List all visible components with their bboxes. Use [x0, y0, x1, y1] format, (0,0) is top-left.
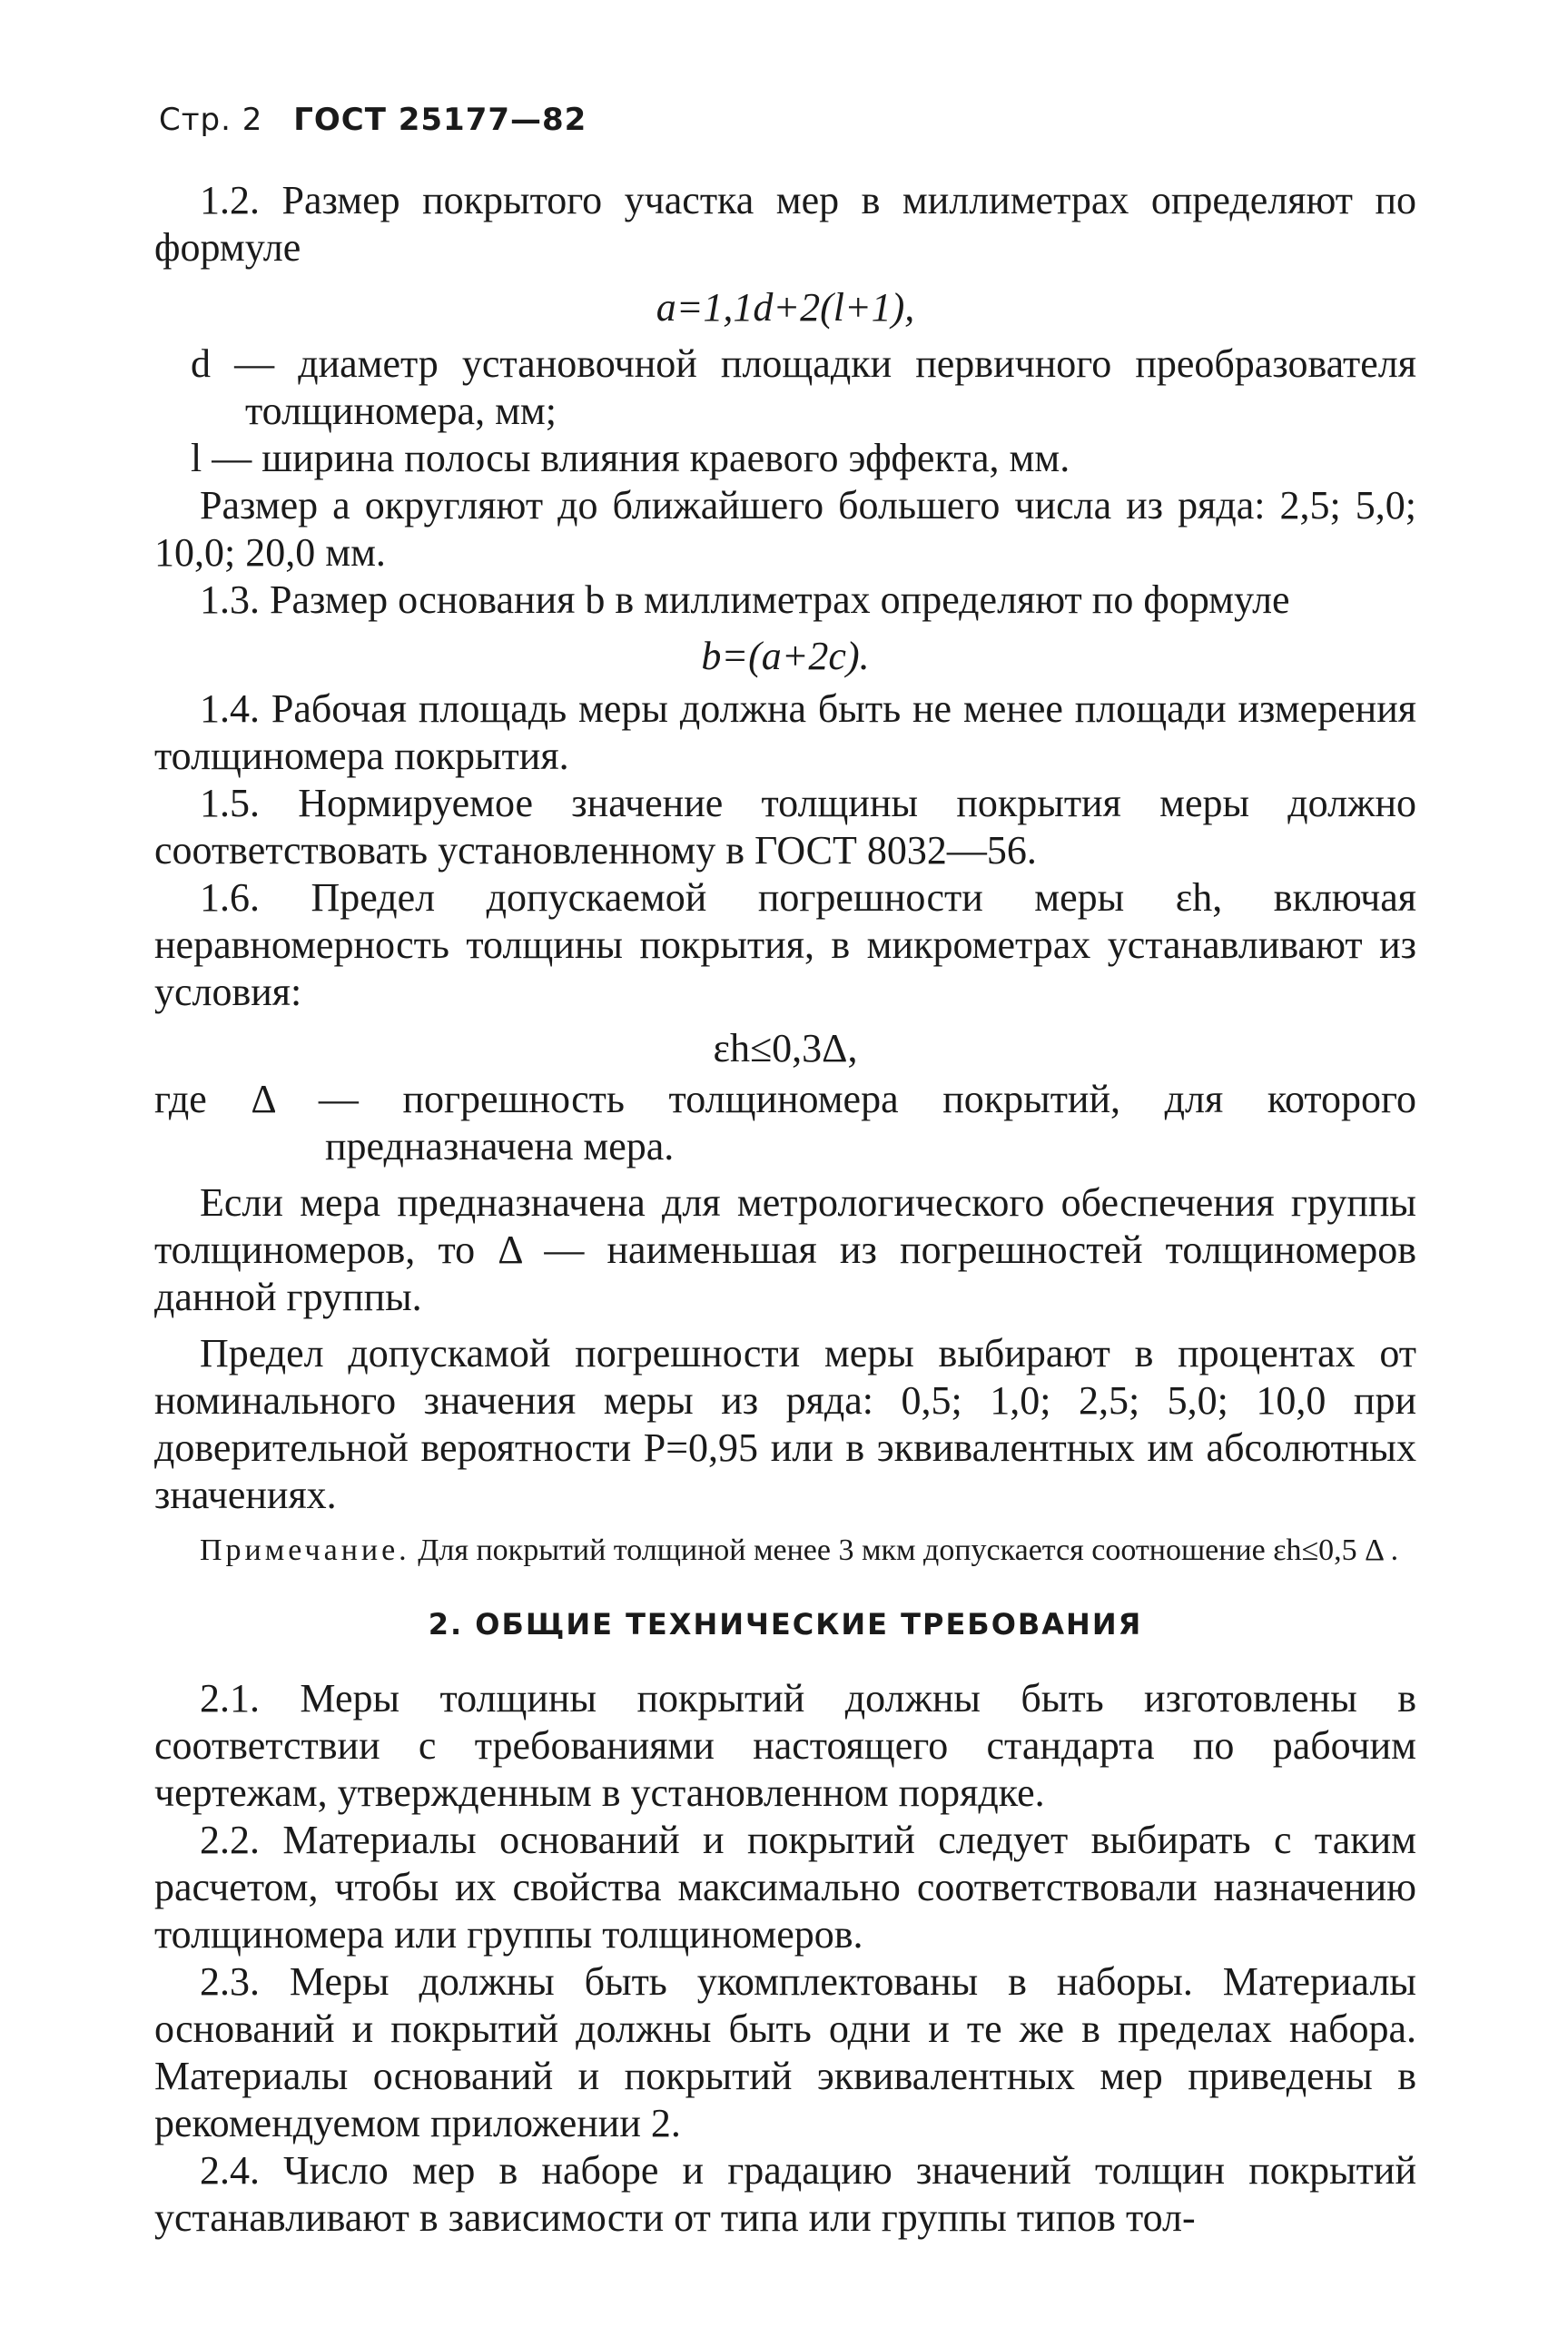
document-body: [154, 177, 1416, 2242]
note: [154, 1532, 1416, 1570]
standard-code: ГОСТ 25177—82: [293, 102, 587, 138]
clause-1-3: 1.3. Размер основания b в миллиметрах определяют по формуле: [200, 577, 1290, 622]
section-2-title: 2. ОБЩИЕ ТЕХНИЧЕСКИЕ ТРЕБОВАНИЯ: [428, 1607, 1143, 1642]
clause-2-3: 2.3. Меры должны быть укомплектованы в наборы. Материалы оснований и покрытий должны быть одни и те же в пределах набора. Материалы оснований и покрытий эквивалентных мер приведены в рекомендуемом приложении 2.: [154, 1959, 1416, 2145]
clause-2-2: 2.2. Материалы оснований и покрытий следует выбирать с таким расчетом, чтобы их свойства максимально соответствовали назначению толщиномера или группы толщиномеров.: [154, 1818, 1416, 1957]
formula-a: a=1,1d+2(l+1),: [656, 285, 915, 330]
clause-1-5: 1.5. Нормируемое значение толщины покрытия меры должно соответствовать установленному в ГОСТ 8032—56.: [154, 781, 1416, 873]
clause-2-1: 2.1. Меры толщины покрытий должны быть изготовлены в соответствии с требованиями настоящего стандарта по рабочим чертежам, утвержденным в установленном порядке.: [154, 1676, 1416, 1815]
page-header: [159, 102, 587, 138]
clause-1-4: 1.4. Рабочая площадь меры должна быть не менее площади измерения толщиномера покрытия.: [154, 686, 1416, 778]
definition-d: d — диаметр установочной площадки первичного преобразователя толщиномера, мм;: [191, 341, 1416, 433]
formula-epsilon: εh≤0,3Δ,: [713, 1026, 858, 1070]
definition-delta: где Δ — погрешность толщиномера покрытий, для которого предназначена мера.: [154, 1077, 1416, 1168]
rounding-paragraph: Размер a округляют до ближайшего большего числа из ряда: 2,5; 5,0; 10,0; 20,0 мм.: [154, 483, 1416, 575]
clause-2-4: 2.4. Число мер в наборе и градацию значений толщин покрытий устанавливают в зависимости от типа или группы типов тол-: [154, 2148, 1416, 2240]
definition-l: l — ширина полосы влияния краевого эффекта, мм.: [191, 436, 1070, 480]
note-label: Примечание.: [200, 1533, 410, 1567]
note-text: Для покрытий толщиной менее 3 мкм допускается соотношение εh≤0,5 Δ .: [418, 1533, 1399, 1567]
formula-b: b=(a+2c).: [701, 634, 870, 678]
limit-paragraph: Предел допускамой погрешности меры выбирают в процентах от номинального значения меры из ряда: 0,5; 1,0; 2,5; 5,0; 10,0 при доверительной вероятности P=0,95 или в эквивалентных им абсолютных значениях.: [154, 1331, 1416, 1517]
clause-1-2: 1.2. Размер покрытого участка мер в миллиметрах определяют по формуле: [154, 178, 1416, 270]
group-paragraph: Если мера предназначена для метрологического обеспечения группы толщиномеров, то Δ — наименьшая из погрешностей толщиномеров данной группы.: [154, 1180, 1416, 1319]
clause-1-6: 1.6. Предел допускаемой погрешности меры εh, включая неравномерность толщины покрытия, в микрометрах устанавливают из условия:: [154, 875, 1416, 1014]
page-number: Стр. 2: [159, 102, 263, 138]
